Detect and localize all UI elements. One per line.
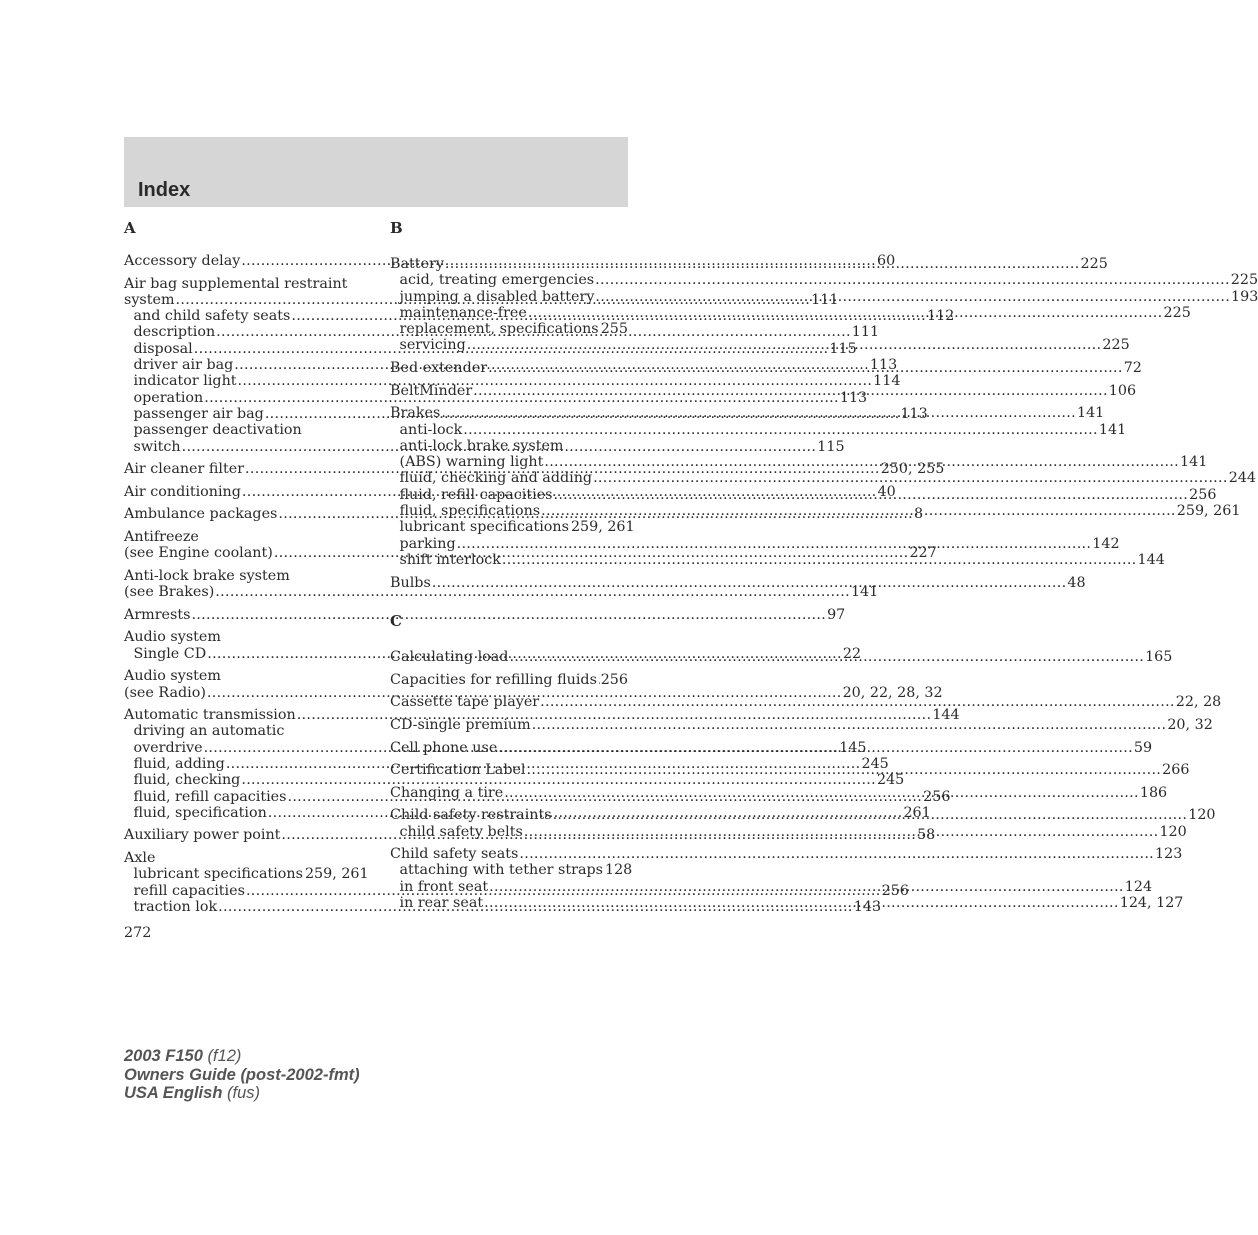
entry-page-ref: 225: [1102, 337, 1130, 354]
page-title: Index: [138, 179, 191, 201]
entry-label: Battery: [390, 256, 444, 272]
dot-leader: [553, 487, 1188, 503]
footer-line-guide: [124, 1066, 360, 1085]
dot-leader: [532, 717, 1167, 733]
dot-leader: [445, 256, 1080, 272]
entry-page-ref: 144: [932, 707, 960, 724]
entry-page-ref: 186: [1139, 784, 1168, 801]
entry-label: Air conditioning: [124, 483, 241, 500]
dot-leader: [432, 575, 1067, 591]
entry-page-ref: 225: [1163, 304, 1191, 321]
entry-label: fluid, checking: [133, 772, 241, 789]
dot-leader: [528, 305, 1163, 321]
entry-label: description: [133, 324, 216, 341]
dot-leader: [527, 762, 1162, 778]
entry-label: and child safety seats: [133, 308, 291, 325]
entry-page-ref: 259, 261: [570, 519, 635, 536]
entry-page-ref: 106: [1108, 382, 1137, 399]
entry-page-ref: 20, 22, 28, 32: [842, 684, 943, 701]
entry-label: fluid, refill capacities: [133, 788, 287, 805]
entry-label: (see Engine coolant): [124, 545, 273, 562]
entry-page-ref: 128: [604, 862, 633, 879]
entry-label: Cassette tape player: [390, 694, 540, 711]
entry-label: fluid, specification: [133, 804, 267, 821]
entry-label: in front seat: [399, 878, 489, 895]
entry-label: attaching with tether straps: [399, 862, 603, 879]
index-entry-line: [124, 707, 960, 724]
entry-page-ref: 58: [917, 827, 936, 844]
entry-page-ref: 142: [1092, 535, 1120, 552]
section-letter: B: [390, 219, 403, 237]
dot-leader: [502, 552, 1137, 568]
index-subentry-line: [390, 421, 1127, 438]
entry-page-ref: 111: [851, 324, 880, 341]
entry-label: fluid, adding: [133, 755, 225, 772]
entry-label: acid, treating emergencies: [399, 272, 595, 289]
entry-label: passenger deactivation: [133, 422, 302, 439]
footer-model-code: (f12): [207, 1047, 242, 1065]
dot-leader: [593, 470, 1228, 486]
section-gap: [390, 597, 628, 613]
entry-label: fluid, refill capacities: [399, 486, 553, 503]
entry-page-ref: 114: [873, 373, 901, 390]
entry-page-ref: 120: [1188, 807, 1216, 824]
entry-label: Capacities for refilling fluids: [390, 671, 597, 688]
index-entry-line: [390, 694, 1222, 711]
entry-label: passenger air bag: [133, 405, 264, 422]
entry-page-ref: 141: [1098, 421, 1127, 438]
dot-leader: [498, 740, 1133, 756]
dot-leader: [598, 672, 600, 688]
entry-page-ref: 97: [827, 606, 846, 623]
entry-label: Anti-lock brake system: [124, 567, 290, 584]
entry-label: (ABS) warning light: [399, 454, 544, 471]
index-entry: [390, 694, 1222, 711]
entry-page-ref: 111: [811, 291, 839, 308]
dot-leader: [489, 879, 1124, 895]
entry-page-ref: 115: [829, 340, 857, 357]
index-subentry-line: [390, 470, 1257, 487]
entry-page-ref: 124, 127: [1119, 895, 1184, 912]
dot-leader: [488, 360, 1123, 376]
footer-line-language: [124, 1084, 360, 1103]
dot-leader: [463, 422, 1098, 438]
index-subentry-line: [124, 422, 362, 438]
entry-label: driving an automatic: [133, 723, 285, 740]
entry-page-ref: 141: [850, 584, 879, 601]
entry-label: Axle: [124, 850, 156, 867]
footer-guide: Owners Guide (post-2002-fmt): [124, 1065, 360, 1084]
entry-page-ref: 112: [927, 308, 955, 325]
dot-leader: [553, 804, 1188, 823]
entry-label: Air cleaner filter: [124, 461, 245, 478]
dot-leader: [467, 337, 1102, 353]
index-entry-line: [124, 668, 362, 684]
entry-page-ref: 256: [881, 882, 909, 899]
index-entry-line: [124, 850, 362, 866]
index-entry: [390, 672, 628, 688]
index-entry-line: [124, 529, 362, 545]
entry-label: maintenance-free: [399, 304, 527, 321]
entry-page-ref: 48: [1067, 574, 1086, 591]
entry-label: operation: [133, 389, 204, 406]
index-entry-line: [124, 584, 879, 601]
index-subentry-line: [390, 321, 628, 337]
entry-label: fluid, checking and adding: [399, 470, 593, 487]
entry-label: child safety belts: [399, 823, 523, 840]
entry-page-ref: 124: [1124, 878, 1153, 895]
index-entry-line: [390, 672, 628, 688]
index-subentry-line: [390, 438, 628, 454]
entry-label: Single CD: [133, 645, 207, 662]
section-letter: A: [124, 219, 136, 237]
index-entry-line: [124, 684, 943, 701]
entry-label: Audio system: [124, 629, 221, 646]
entry-page-ref: 250, 255: [880, 461, 945, 478]
entry-label: refill capacities: [133, 882, 245, 899]
entry-page-ref: 113: [869, 357, 898, 374]
entry-page-ref: 259, 261: [304, 866, 369, 883]
entry-label: Automatic transmission: [124, 707, 296, 724]
dot-leader: [484, 895, 1119, 911]
entry-page-ref: 115: [817, 438, 845, 455]
entry-label: Accessory delay: [124, 253, 241, 269]
index-subentry-line: [124, 772, 905, 789]
entry-page-ref: 60: [876, 253, 896, 269]
index-entry-line: [124, 568, 362, 584]
entry-label: overdrive: [133, 739, 203, 756]
entry-page-ref: 8: [914, 506, 924, 523]
entry-label: Child safety restraints: [390, 807, 552, 824]
index-entry-line: [124, 276, 362, 292]
footer-language-code: (fus): [227, 1084, 260, 1102]
entry-label: lubricant specifications: [399, 519, 569, 536]
index-subentry-line: [390, 519, 635, 536]
entry-label: Antifreeze: [124, 528, 199, 545]
dot-leader: [519, 846, 1154, 862]
entry-page-ref: 143: [853, 898, 882, 915]
entry-label: in rear seat: [399, 895, 484, 912]
index-entry: [390, 574, 1086, 591]
entry-label: Air bag supplemental restraint: [124, 275, 348, 292]
entry-label: Certification Label: [390, 762, 526, 779]
index-subentry-line: [124, 723, 362, 739]
entry-page-ref: 22: [842, 645, 862, 662]
entry-label: driver air bag: [133, 357, 234, 374]
entry-label: anti-lock brake system: [399, 437, 564, 454]
section-letter: C: [390, 612, 402, 631]
dot-leader: [595, 272, 1230, 288]
index-entry-line: [124, 606, 846, 623]
index-subentry-line: [390, 862, 633, 879]
dot-leader: [457, 536, 1092, 552]
entry-page-ref: 256: [923, 788, 951, 805]
entry-label: parking: [399, 535, 456, 552]
entry-label: Brakes: [390, 405, 441, 422]
dot-leader: [504, 785, 1139, 801]
entry-label: shift interlock: [399, 551, 501, 568]
entry-page-ref: 225: [1230, 272, 1258, 289]
index-subentry-line: [124, 866, 369, 883]
document-footer: [124, 1047, 360, 1103]
entry-page-ref: 266: [1162, 762, 1190, 779]
index-entry: [390, 716, 1213, 733]
entry-page-ref: 165: [1145, 649, 1173, 666]
dot-leader: [541, 503, 1176, 519]
entry-page-ref: 227: [909, 545, 937, 562]
entry-page-ref: 22, 28: [1175, 694, 1222, 711]
entry-label: Auxiliary power point: [124, 827, 281, 844]
entry-page-ref: 40: [877, 483, 896, 500]
index-subentry-line: [124, 373, 901, 390]
dot-leader: [544, 454, 1179, 470]
entry-label: Calculating load: [390, 649, 509, 666]
entry-label: CD-single premium: [390, 716, 531, 733]
footer-language: USA English: [124, 1084, 223, 1102]
index-entry-line: [390, 716, 1213, 733]
entry-label: (see Brakes): [124, 584, 215, 601]
entry-page-ref: 141: [1180, 454, 1208, 471]
entry-page-ref: 113: [839, 389, 868, 406]
entry-page-ref: 141: [1076, 405, 1105, 422]
entry-label: Child safety seats: [390, 846, 519, 863]
dot-leader: [595, 289, 1230, 305]
entry-label: servicing: [399, 337, 466, 354]
footer-model: 2003 F150: [124, 1047, 203, 1065]
dot-leader: [473, 383, 1108, 399]
dot-leader: [524, 824, 1159, 840]
entry-label: Cell phone use: [390, 739, 498, 756]
page-number: 272: [124, 925, 152, 941]
index-entry-line: [390, 574, 1086, 591]
dot-leader: [540, 694, 1175, 710]
entry-label: switch: [133, 438, 181, 455]
entry-page-ref: 113: [900, 405, 928, 422]
entry-page-ref: 245: [876, 772, 905, 789]
entry-page-ref: 245: [861, 755, 889, 772]
entry-label: jumping a disabled battery: [399, 288, 595, 305]
entry-label: Bed extender: [390, 360, 488, 377]
entry-label: Audio system: [124, 668, 221, 685]
index-header-band: [124, 137, 628, 207]
entry-label: Armrests: [124, 606, 191, 623]
index-subentry-line: [390, 272, 1258, 289]
entry-label: fluid, specifications: [399, 503, 541, 520]
entry-page-ref: 261: [903, 804, 931, 821]
entry-label: traction lok: [133, 898, 218, 915]
index-entry-line: [390, 846, 1183, 863]
entry-page-ref: 59: [1133, 739, 1153, 756]
dot-leader: [509, 649, 1144, 665]
index-subentry-line: [390, 535, 1120, 552]
entry-label: indicator light: [133, 373, 237, 390]
entry-page-ref: 244: [1228, 470, 1257, 487]
entry-label: BeltMinder: [390, 382, 473, 399]
entry-page-ref: 259, 261: [1176, 503, 1241, 520]
entry-page-ref: 193: [1231, 288, 1258, 305]
entry-label: replacement, specifications: [399, 321, 599, 338]
entry-page-ref: 144: [1137, 551, 1165, 568]
index-entry-line: [124, 629, 362, 645]
entry-label: Changing a tire: [390, 784, 504, 801]
entry-page-ref: 123: [1155, 846, 1183, 863]
entry-page-ref: 145: [839, 739, 867, 756]
entry-label: disposal: [133, 340, 193, 357]
entry-page-ref: 256: [600, 671, 628, 688]
entry-label: Bulbs: [390, 574, 431, 591]
entry-label: (see Radio): [124, 684, 206, 701]
entry-label: Ambulance packages: [124, 506, 278, 523]
entry-label: anti-lock: [399, 421, 463, 438]
entry-page-ref: 20, 32: [1167, 716, 1213, 733]
dot-leader: [441, 405, 1076, 421]
entry-page-ref: 120: [1159, 823, 1187, 840]
entry-label: lubricant specifications: [133, 866, 303, 883]
entry-page-ref: 256: [1189, 486, 1217, 503]
footer-line-model: [124, 1047, 360, 1066]
entry-page-ref: 72: [1123, 360, 1142, 377]
entry-label: system: [124, 291, 175, 308]
index-entry: [124, 606, 846, 623]
index-subentry-line: [390, 503, 1241, 520]
entry-page-ref: 225: [1080, 256, 1108, 272]
entry-page-ref: 255: [600, 321, 628, 338]
